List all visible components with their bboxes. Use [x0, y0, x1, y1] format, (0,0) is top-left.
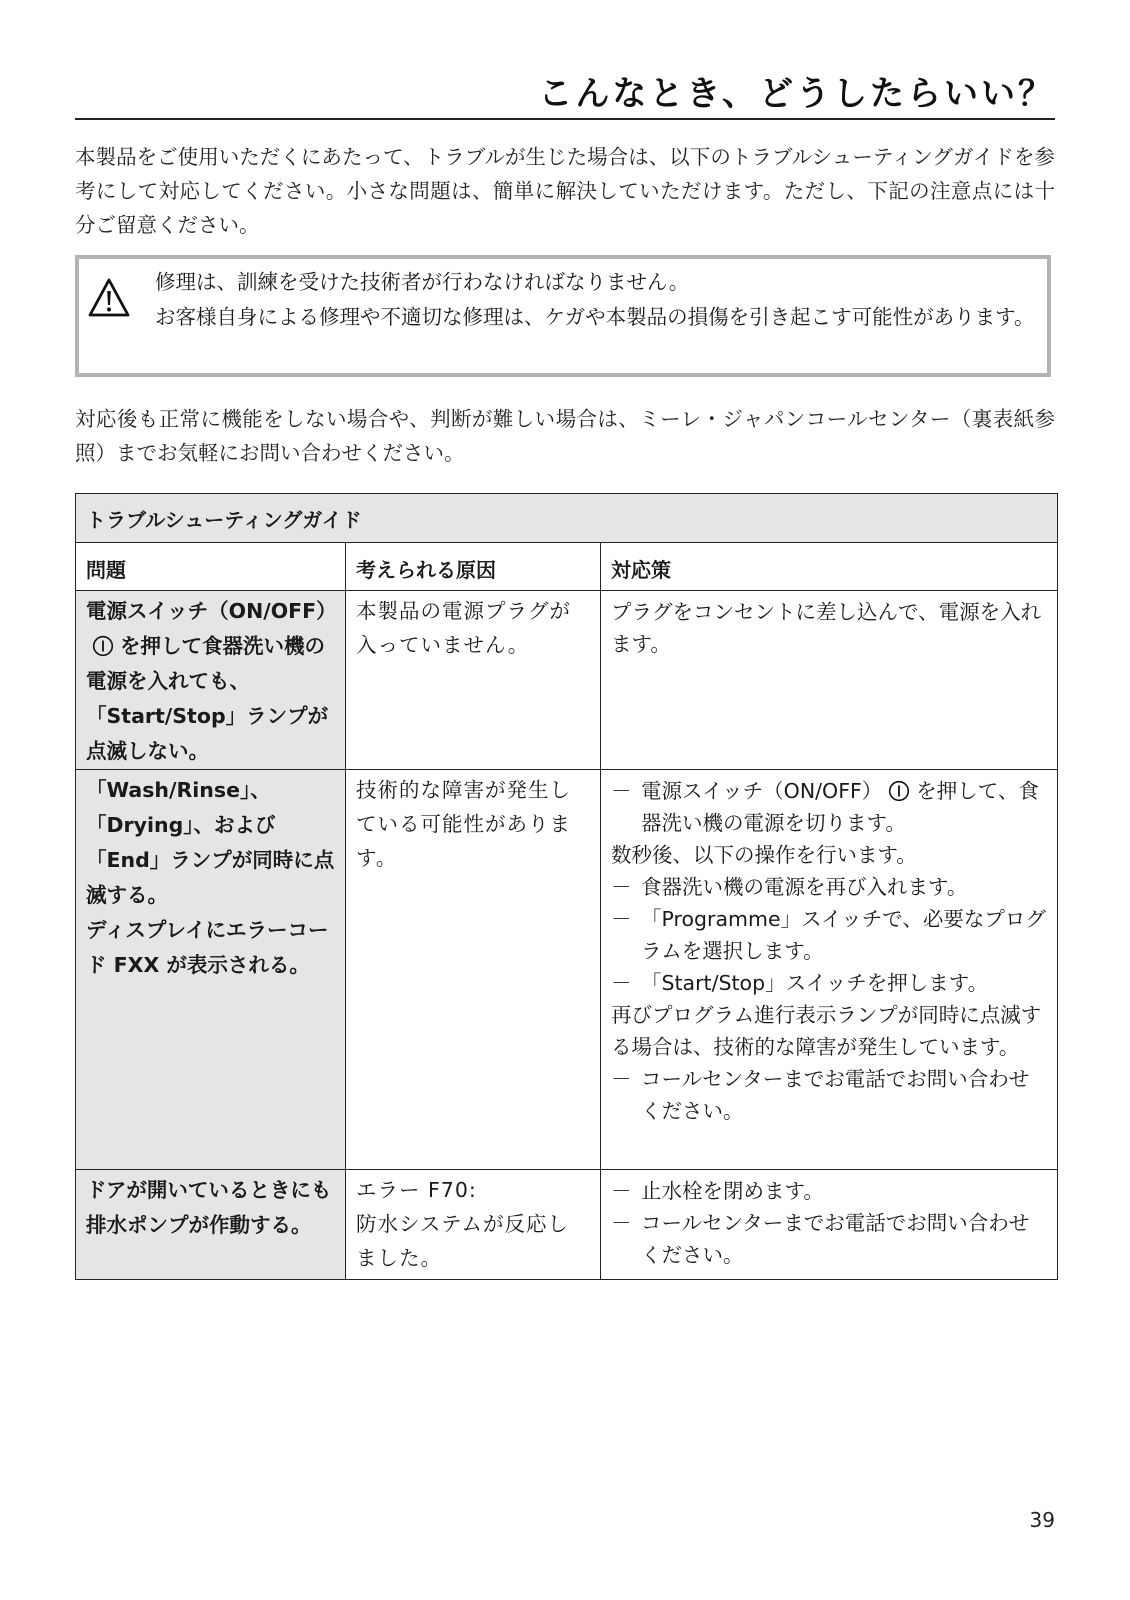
table-caption: トラブルシューティングガイド — [76, 494, 1058, 543]
manual-page — [75, 0, 1055, 1600]
warning-triangle-icon — [87, 277, 131, 319]
remedy-text: プラグをコンセントに差し込んで、電源を入れます。 — [611, 600, 1042, 656]
dash-marker: － — [611, 875, 632, 899]
remedy-list-item: － 止水栓を閉めます。 — [611, 1175, 1047, 1207]
remedy-list-item: － コールセンターまでお電話でお問い合わせください。 — [611, 1207, 1047, 1271]
warning-box — [75, 255, 1051, 377]
warning-line-2: お客様自身による修理や不適切な修理は、ケガや本製品の損傷を引き起こす可能性があります。 — [155, 305, 1035, 329]
remedy-text: 数秒後、以下の操作を行います。 — [611, 843, 917, 867]
table-row — [76, 1170, 1058, 1280]
remedy-cell — [601, 1170, 1058, 1280]
troubleshooting-table — [75, 493, 1058, 1280]
problem-text: 「Wash/Rinse」、「Drying」、および「End」ランプが同時に点滅する。 — [86, 778, 335, 907]
dash-marker: － — [611, 971, 632, 995]
dash-marker: － — [611, 1179, 632, 1203]
cause-text: 本製品の電源プラグが入っていません。 — [356, 599, 571, 657]
remedy-text: 再びプログラム進行表示ランプが同時に点滅する場合は、技術的な障害が発生しています。 — [611, 1003, 1042, 1059]
remedy-cell — [601, 770, 1058, 1170]
power-switch-icon — [92, 635, 114, 657]
page-header — [75, 72, 1055, 120]
remedy-list-item: － 食器洗い機の電源を再び入れます。 — [611, 871, 1047, 903]
column-header-remedy: 対応策 — [601, 543, 1058, 591]
problem-text-part: 電源スイッチ（ON/OFF） — [86, 599, 337, 623]
problem-text-part: を押して食器洗い機の電源を入れても、「Start/Stop」ランプが点滅しない。 — [86, 634, 329, 763]
problem-cell — [76, 1170, 346, 1280]
problem-text: ドアが開いているときにも排水ポンプが作動する。 — [86, 1178, 332, 1237]
warning-text — [155, 265, 1035, 335]
power-switch-icon — [888, 780, 910, 802]
dash-marker: － — [611, 907, 632, 931]
cause-text: 防水システムが反応しました。 — [356, 1212, 569, 1270]
contact-paragraph: 対応後も正常に機能をしない場合や、判断が難しい場合は、ミーレ・ジャパンコールセンター（裏表紙参照）までお気軽にお問い合わせください。 — [75, 407, 1055, 465]
remedy-list-item: － 「Start/Stop」スイッチを押します。 — [611, 967, 1047, 999]
remedy-list-item: － 電源スイッチ（ON/OFF） を押して、食器洗い機の電源を切ります。 — [611, 775, 1047, 839]
intro-paragraph: 本製品をご使用いただくにあたって、トラブルが生じた場合は、以下のトラブルシューティングガイドを参考にして対応してください。小さな問題は、簡単に解決していただけます。ただし、下記の注意点には十分ご留意ください。 — [75, 145, 1055, 237]
warning-line-1: 修理は、訓練を受けた技術者が行わなければなりません。 — [155, 270, 690, 294]
cause-text: 技術的な障害が発生している可能性があります。 — [356, 778, 571, 870]
cause-cell — [346, 770, 601, 1170]
table-row — [76, 770, 1058, 1170]
dash-marker: － — [611, 1067, 632, 1091]
problem-text: ディスプレイにエラーコード FXX が表示される。 — [86, 918, 329, 977]
problem-cell — [76, 770, 346, 1170]
page-number: 39 — [1029, 1508, 1055, 1532]
page-title: こんなとき、どうしたらいい？ — [538, 74, 1055, 114]
remedy-list-item: － コールセンターまでお電話でお問い合わせください。 — [611, 1063, 1047, 1127]
remedy-list-item: － 「Programme」スイッチで、必要なプログラムを選択します。 — [611, 903, 1047, 967]
dash-marker: － — [611, 779, 632, 803]
cause-cell — [346, 591, 601, 770]
column-header-cause: 考えられる原因 — [346, 543, 601, 591]
remedy-cell — [601, 591, 1058, 770]
dash-marker: － — [611, 1211, 632, 1235]
cause-text: エラー F70: — [356, 1178, 477, 1202]
cause-cell — [346, 1170, 601, 1280]
column-header-problem: 問題 — [76, 543, 346, 591]
problem-cell — [76, 591, 346, 770]
table-row — [76, 591, 1058, 770]
